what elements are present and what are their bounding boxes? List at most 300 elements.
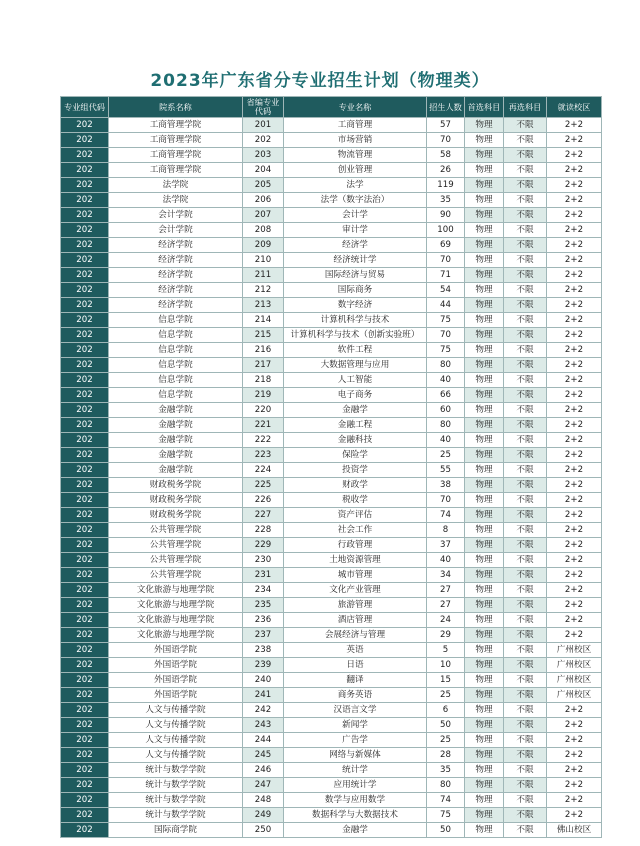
- table-row: [61, 463, 602, 478]
- campus-cell: 2+2: [547, 358, 602, 373]
- first-subject-cell: 物理: [465, 553, 504, 568]
- campus-cell: 2+2: [547, 388, 602, 403]
- group-code-cell: 202: [61, 298, 109, 313]
- second-subject-cell: 不限: [504, 253, 547, 268]
- table-row: [61, 673, 602, 688]
- group-code-cell: 202: [61, 193, 109, 208]
- first-subject-cell: 物理: [465, 373, 504, 388]
- second-subject-cell: 不限: [504, 478, 547, 493]
- second-subject-cell: 不限: [504, 538, 547, 553]
- first-subject-cell: 物理: [465, 643, 504, 658]
- major-name-cell: 金融学: [284, 823, 427, 838]
- major-code-cell: 215: [243, 328, 284, 343]
- first-subject-cell: 物理: [465, 133, 504, 148]
- first-subject-cell: 物理: [465, 763, 504, 778]
- first-subject-cell: 物理: [465, 163, 504, 178]
- campus-cell: 广州校区: [547, 643, 602, 658]
- enrollment-cell: 44: [427, 298, 465, 313]
- table-row: [61, 223, 602, 238]
- major-name-cell: 新闻学: [284, 718, 427, 733]
- enrollment-cell: 71: [427, 268, 465, 283]
- major-code-cell: 205: [243, 178, 284, 193]
- table-row: [61, 763, 602, 778]
- enrollment-cell: 29: [427, 628, 465, 643]
- table-row: [61, 208, 602, 223]
- department-cell: 工商管理学院: [109, 163, 243, 178]
- group-code-cell: 202: [61, 553, 109, 568]
- table-row: [61, 553, 602, 568]
- major-name-cell: 数字经济: [284, 298, 427, 313]
- header-second-subject: 再选科目: [504, 97, 547, 118]
- header-group-code: 专业组代码: [61, 97, 109, 118]
- major-name-cell: 土地资源管理: [284, 553, 427, 568]
- campus-cell: 2+2: [547, 118, 602, 133]
- table-header-row: [61, 97, 602, 118]
- major-name-cell: 应用统计学: [284, 778, 427, 793]
- major-code-cell: 229: [243, 538, 284, 553]
- table-row: [61, 643, 602, 658]
- header-major-code: 省编专业代码: [243, 97, 284, 118]
- table-row: [61, 178, 602, 193]
- second-subject-cell: 不限: [504, 643, 547, 658]
- first-subject-cell: 物理: [465, 508, 504, 523]
- table-row: [61, 628, 602, 643]
- second-subject-cell: 不限: [504, 688, 547, 703]
- enrollment-cell: 40: [427, 553, 465, 568]
- major-name-cell: 统计学: [284, 763, 427, 778]
- second-subject-cell: 不限: [504, 493, 547, 508]
- group-code-cell: 202: [61, 793, 109, 808]
- header-first-subject: 首选科目: [465, 97, 504, 118]
- enrollment-cell: 119: [427, 178, 465, 193]
- campus-cell: 2+2: [547, 478, 602, 493]
- table-row: [61, 343, 602, 358]
- enrollment-cell: 80: [427, 418, 465, 433]
- major-code-cell: 249: [243, 808, 284, 823]
- first-subject-cell: 物理: [465, 253, 504, 268]
- campus-cell: 2+2: [547, 613, 602, 628]
- major-code-cell: 208: [243, 223, 284, 238]
- major-code-cell: 250: [243, 823, 284, 838]
- enrollment-cell: 27: [427, 583, 465, 598]
- enrollment-cell: 28: [427, 748, 465, 763]
- enrollment-cell: 80: [427, 358, 465, 373]
- table-row: [61, 193, 602, 208]
- first-subject-cell: 物理: [465, 658, 504, 673]
- table-row: [61, 253, 602, 268]
- major-name-cell: 国际商务: [284, 283, 427, 298]
- group-code-cell: 202: [61, 178, 109, 193]
- first-subject-cell: 物理: [465, 793, 504, 808]
- table-row: [61, 148, 602, 163]
- campus-cell: 2+2: [547, 583, 602, 598]
- header-campus: 就读校区: [547, 97, 602, 118]
- campus-cell: 2+2: [547, 778, 602, 793]
- enrollment-cell: 40: [427, 433, 465, 448]
- campus-cell: 2+2: [547, 703, 602, 718]
- first-subject-cell: 物理: [465, 463, 504, 478]
- group-code-cell: 202: [61, 238, 109, 253]
- department-cell: 法学院: [109, 193, 243, 208]
- group-code-cell: 202: [61, 598, 109, 613]
- second-subject-cell: 不限: [504, 268, 547, 283]
- second-subject-cell: 不限: [504, 583, 547, 598]
- campus-cell: 2+2: [547, 793, 602, 808]
- enrollment-cell: 54: [427, 283, 465, 298]
- department-cell: 外国语学院: [109, 643, 243, 658]
- group-code-cell: 202: [61, 718, 109, 733]
- group-code-cell: 202: [61, 778, 109, 793]
- table-row: [61, 388, 602, 403]
- first-subject-cell: 物理: [465, 148, 504, 163]
- table-row: [61, 778, 602, 793]
- enrollment-cell: 50: [427, 718, 465, 733]
- department-cell: 会计学院: [109, 208, 243, 223]
- table-row: [61, 793, 602, 808]
- table-row: [61, 358, 602, 373]
- campus-cell: 2+2: [547, 763, 602, 778]
- second-subject-cell: 不限: [504, 703, 547, 718]
- major-code-cell: 216: [243, 343, 284, 358]
- major-code-cell: 225: [243, 478, 284, 493]
- major-name-cell: 广告学: [284, 733, 427, 748]
- major-code-cell: 231: [243, 568, 284, 583]
- department-cell: 信息学院: [109, 388, 243, 403]
- major-code-cell: 227: [243, 508, 284, 523]
- enrollment-cell: 5: [427, 643, 465, 658]
- second-subject-cell: 不限: [504, 613, 547, 628]
- campus-cell: 佛山校区: [547, 823, 602, 838]
- first-subject-cell: 物理: [465, 313, 504, 328]
- enrollment-cell: 60: [427, 403, 465, 418]
- group-code-cell: 202: [61, 283, 109, 298]
- campus-cell: 2+2: [547, 598, 602, 613]
- major-name-cell: 金融学: [284, 403, 427, 418]
- first-subject-cell: 物理: [465, 208, 504, 223]
- department-cell: 公共管理学院: [109, 568, 243, 583]
- first-subject-cell: 物理: [465, 568, 504, 583]
- campus-cell: 2+2: [547, 313, 602, 328]
- enrollment-cell: 34: [427, 568, 465, 583]
- group-code-cell: 202: [61, 343, 109, 358]
- department-cell: 文化旅游与地理学院: [109, 613, 243, 628]
- enrollment-cell: 75: [427, 313, 465, 328]
- major-code-cell: 212: [243, 283, 284, 298]
- department-cell: 统计与数学学院: [109, 778, 243, 793]
- enrollment-cell: 50: [427, 823, 465, 838]
- table-row: [61, 718, 602, 733]
- second-subject-cell: 不限: [504, 283, 547, 298]
- table-row: [61, 658, 602, 673]
- major-name-cell: 法学: [284, 178, 427, 193]
- second-subject-cell: 不限: [504, 733, 547, 748]
- second-subject-cell: 不限: [504, 373, 547, 388]
- second-subject-cell: 不限: [504, 508, 547, 523]
- major-name-cell: 计算机科学与技术（创新实验班）: [284, 328, 427, 343]
- table-row: [61, 133, 602, 148]
- group-code-cell: 202: [61, 313, 109, 328]
- enrollment-cell: 25: [427, 448, 465, 463]
- first-subject-cell: 物理: [465, 433, 504, 448]
- group-code-cell: 202: [61, 568, 109, 583]
- major-name-cell: 金融科技: [284, 433, 427, 448]
- major-name-cell: 会计学: [284, 208, 427, 223]
- major-code-cell: 204: [243, 163, 284, 178]
- major-code-cell: 213: [243, 298, 284, 313]
- enrollment-cell: 70: [427, 253, 465, 268]
- campus-cell: 2+2: [547, 148, 602, 163]
- department-cell: 工商管理学院: [109, 118, 243, 133]
- group-code-cell: 202: [61, 268, 109, 283]
- group-code-cell: 202: [61, 388, 109, 403]
- table-body: [61, 118, 602, 838]
- first-subject-cell: 物理: [465, 718, 504, 733]
- group-code-cell: 202: [61, 703, 109, 718]
- major-code-cell: 201: [243, 118, 284, 133]
- major-code-cell: 206: [243, 193, 284, 208]
- major-name-cell: 文化产业管理: [284, 583, 427, 598]
- group-code-cell: 202: [61, 358, 109, 373]
- department-cell: 经济学院: [109, 298, 243, 313]
- department-cell: 国际商学院: [109, 823, 243, 838]
- campus-cell: 2+2: [547, 283, 602, 298]
- major-name-cell: 金融工程: [284, 418, 427, 433]
- enrollment-cell: 25: [427, 688, 465, 703]
- first-subject-cell: 物理: [465, 583, 504, 598]
- enrollment-cell: 75: [427, 343, 465, 358]
- enrollment-cell: 80: [427, 778, 465, 793]
- department-cell: 工商管理学院: [109, 133, 243, 148]
- major-code-cell: 209: [243, 238, 284, 253]
- major-code-cell: 202: [243, 133, 284, 148]
- campus-cell: 2+2: [547, 343, 602, 358]
- group-code-cell: 202: [61, 658, 109, 673]
- header-major-name: 专业名称: [284, 97, 427, 118]
- major-code-cell: 239: [243, 658, 284, 673]
- first-subject-cell: 物理: [465, 478, 504, 493]
- first-subject-cell: 物理: [465, 823, 504, 838]
- group-code-cell: 202: [61, 148, 109, 163]
- table-row: [61, 703, 602, 718]
- major-name-cell: 税收学: [284, 493, 427, 508]
- campus-cell: 2+2: [547, 493, 602, 508]
- group-code-cell: 202: [61, 463, 109, 478]
- campus-cell: 广州校区: [547, 688, 602, 703]
- major-code-cell: 237: [243, 628, 284, 643]
- table-row: [61, 538, 602, 553]
- campus-cell: 2+2: [547, 568, 602, 583]
- major-name-cell: 城市管理: [284, 568, 427, 583]
- campus-cell: 2+2: [547, 193, 602, 208]
- second-subject-cell: 不限: [504, 178, 547, 193]
- major-name-cell: 行政管理: [284, 538, 427, 553]
- second-subject-cell: 不限: [504, 403, 547, 418]
- first-subject-cell: 物理: [465, 613, 504, 628]
- table-row: [61, 448, 602, 463]
- campus-cell: 2+2: [547, 808, 602, 823]
- department-cell: 人文与传播学院: [109, 718, 243, 733]
- second-subject-cell: 不限: [504, 433, 547, 448]
- campus-cell: 2+2: [547, 523, 602, 538]
- major-code-cell: 226: [243, 493, 284, 508]
- major-code-cell: 235: [243, 598, 284, 613]
- group-code-cell: 202: [61, 118, 109, 133]
- table-row: [61, 163, 602, 178]
- enrollment-plan-table: [60, 96, 602, 838]
- first-subject-cell: 物理: [465, 808, 504, 823]
- department-cell: 信息学院: [109, 328, 243, 343]
- first-subject-cell: 物理: [465, 223, 504, 238]
- table-row: [61, 238, 602, 253]
- enrollment-cell: 100: [427, 223, 465, 238]
- first-subject-cell: 物理: [465, 403, 504, 418]
- major-code-cell: 223: [243, 448, 284, 463]
- second-subject-cell: 不限: [504, 328, 547, 343]
- second-subject-cell: 不限: [504, 793, 547, 808]
- group-code-cell: 202: [61, 433, 109, 448]
- campus-cell: 2+2: [547, 403, 602, 418]
- second-subject-cell: 不限: [504, 598, 547, 613]
- group-code-cell: 202: [61, 418, 109, 433]
- campus-cell: 2+2: [547, 718, 602, 733]
- major-code-cell: 210: [243, 253, 284, 268]
- first-subject-cell: 物理: [465, 283, 504, 298]
- enrollment-cell: 70: [427, 328, 465, 343]
- department-cell: 公共管理学院: [109, 538, 243, 553]
- major-code-cell: 242: [243, 703, 284, 718]
- first-subject-cell: 物理: [465, 193, 504, 208]
- enrollment-cell: 40: [427, 373, 465, 388]
- second-subject-cell: 不限: [504, 133, 547, 148]
- major-code-cell: 211: [243, 268, 284, 283]
- first-subject-cell: 物理: [465, 673, 504, 688]
- campus-cell: 2+2: [547, 253, 602, 268]
- first-subject-cell: 物理: [465, 748, 504, 763]
- enrollment-cell: 66: [427, 388, 465, 403]
- first-subject-cell: 物理: [465, 493, 504, 508]
- group-code-cell: 202: [61, 583, 109, 598]
- major-code-cell: 247: [243, 778, 284, 793]
- enrollment-cell: 25: [427, 733, 465, 748]
- department-cell: 金融学院: [109, 463, 243, 478]
- table-row: [61, 268, 602, 283]
- major-name-cell: 资产评估: [284, 508, 427, 523]
- second-subject-cell: 不限: [504, 343, 547, 358]
- first-subject-cell: 物理: [465, 328, 504, 343]
- major-code-cell: 241: [243, 688, 284, 703]
- department-cell: 人文与传播学院: [109, 733, 243, 748]
- department-cell: 文化旅游与地理学院: [109, 583, 243, 598]
- group-code-cell: 202: [61, 133, 109, 148]
- table-row: [61, 418, 602, 433]
- table-row: [61, 613, 602, 628]
- department-cell: 信息学院: [109, 313, 243, 328]
- table-row: [61, 373, 602, 388]
- campus-cell: 2+2: [547, 178, 602, 193]
- major-code-cell: 244: [243, 733, 284, 748]
- major-code-cell: 222: [243, 433, 284, 448]
- enrollment-cell: 35: [427, 193, 465, 208]
- department-cell: 外国语学院: [109, 688, 243, 703]
- department-cell: 人文与传播学院: [109, 703, 243, 718]
- group-code-cell: 202: [61, 808, 109, 823]
- first-subject-cell: 物理: [465, 268, 504, 283]
- enrollment-cell: 55: [427, 463, 465, 478]
- enrollment-cell: 35: [427, 763, 465, 778]
- second-subject-cell: 不限: [504, 673, 547, 688]
- major-name-cell: 人工智能: [284, 373, 427, 388]
- first-subject-cell: 物理: [465, 118, 504, 133]
- major-code-cell: 203: [243, 148, 284, 163]
- major-name-cell: 软件工程: [284, 343, 427, 358]
- department-cell: 公共管理学院: [109, 553, 243, 568]
- first-subject-cell: 物理: [465, 388, 504, 403]
- second-subject-cell: 不限: [504, 418, 547, 433]
- enrollment-cell: 8: [427, 523, 465, 538]
- department-cell: 外国语学院: [109, 673, 243, 688]
- major-code-cell: 240: [243, 673, 284, 688]
- group-code-cell: 202: [61, 373, 109, 388]
- enrollment-cell: 69: [427, 238, 465, 253]
- group-code-cell: 202: [61, 208, 109, 223]
- table-row: [61, 403, 602, 418]
- first-subject-cell: 物理: [465, 538, 504, 553]
- second-subject-cell: 不限: [504, 118, 547, 133]
- table-row: [61, 508, 602, 523]
- major-name-cell: 市场营销: [284, 133, 427, 148]
- enrollment-cell: 75: [427, 808, 465, 823]
- group-code-cell: 202: [61, 643, 109, 658]
- major-name-cell: 酒店管理: [284, 613, 427, 628]
- major-name-cell: 财政学: [284, 478, 427, 493]
- group-code-cell: 202: [61, 613, 109, 628]
- department-cell: 金融学院: [109, 448, 243, 463]
- group-code-cell: 202: [61, 328, 109, 343]
- second-subject-cell: 不限: [504, 313, 547, 328]
- second-subject-cell: 不限: [504, 553, 547, 568]
- major-code-cell: 245: [243, 748, 284, 763]
- first-subject-cell: 物理: [465, 358, 504, 373]
- group-code-cell: 202: [61, 628, 109, 643]
- major-code-cell: 238: [243, 643, 284, 658]
- group-code-cell: 202: [61, 253, 109, 268]
- campus-cell: 2+2: [547, 508, 602, 523]
- major-name-cell: 英语: [284, 643, 427, 658]
- campus-cell: 2+2: [547, 433, 602, 448]
- enrollment-cell: 74: [427, 793, 465, 808]
- table-row: [61, 523, 602, 538]
- department-cell: 信息学院: [109, 373, 243, 388]
- second-subject-cell: 不限: [504, 148, 547, 163]
- major-name-cell: 数据科学与大数据技术: [284, 808, 427, 823]
- second-subject-cell: 不限: [504, 628, 547, 643]
- first-subject-cell: 物理: [465, 298, 504, 313]
- campus-cell: 2+2: [547, 373, 602, 388]
- second-subject-cell: 不限: [504, 778, 547, 793]
- second-subject-cell: 不限: [504, 163, 547, 178]
- header-department: 院系名称: [109, 97, 243, 118]
- enrollment-cell: 24: [427, 613, 465, 628]
- department-cell: 外国语学院: [109, 658, 243, 673]
- enrollment-cell: 37: [427, 538, 465, 553]
- group-code-cell: 202: [61, 403, 109, 418]
- table-row: [61, 313, 602, 328]
- department-cell: 统计与数学学院: [109, 763, 243, 778]
- department-cell: 信息学院: [109, 358, 243, 373]
- department-cell: 公共管理学院: [109, 523, 243, 538]
- table-row: [61, 688, 602, 703]
- table-row: [61, 328, 602, 343]
